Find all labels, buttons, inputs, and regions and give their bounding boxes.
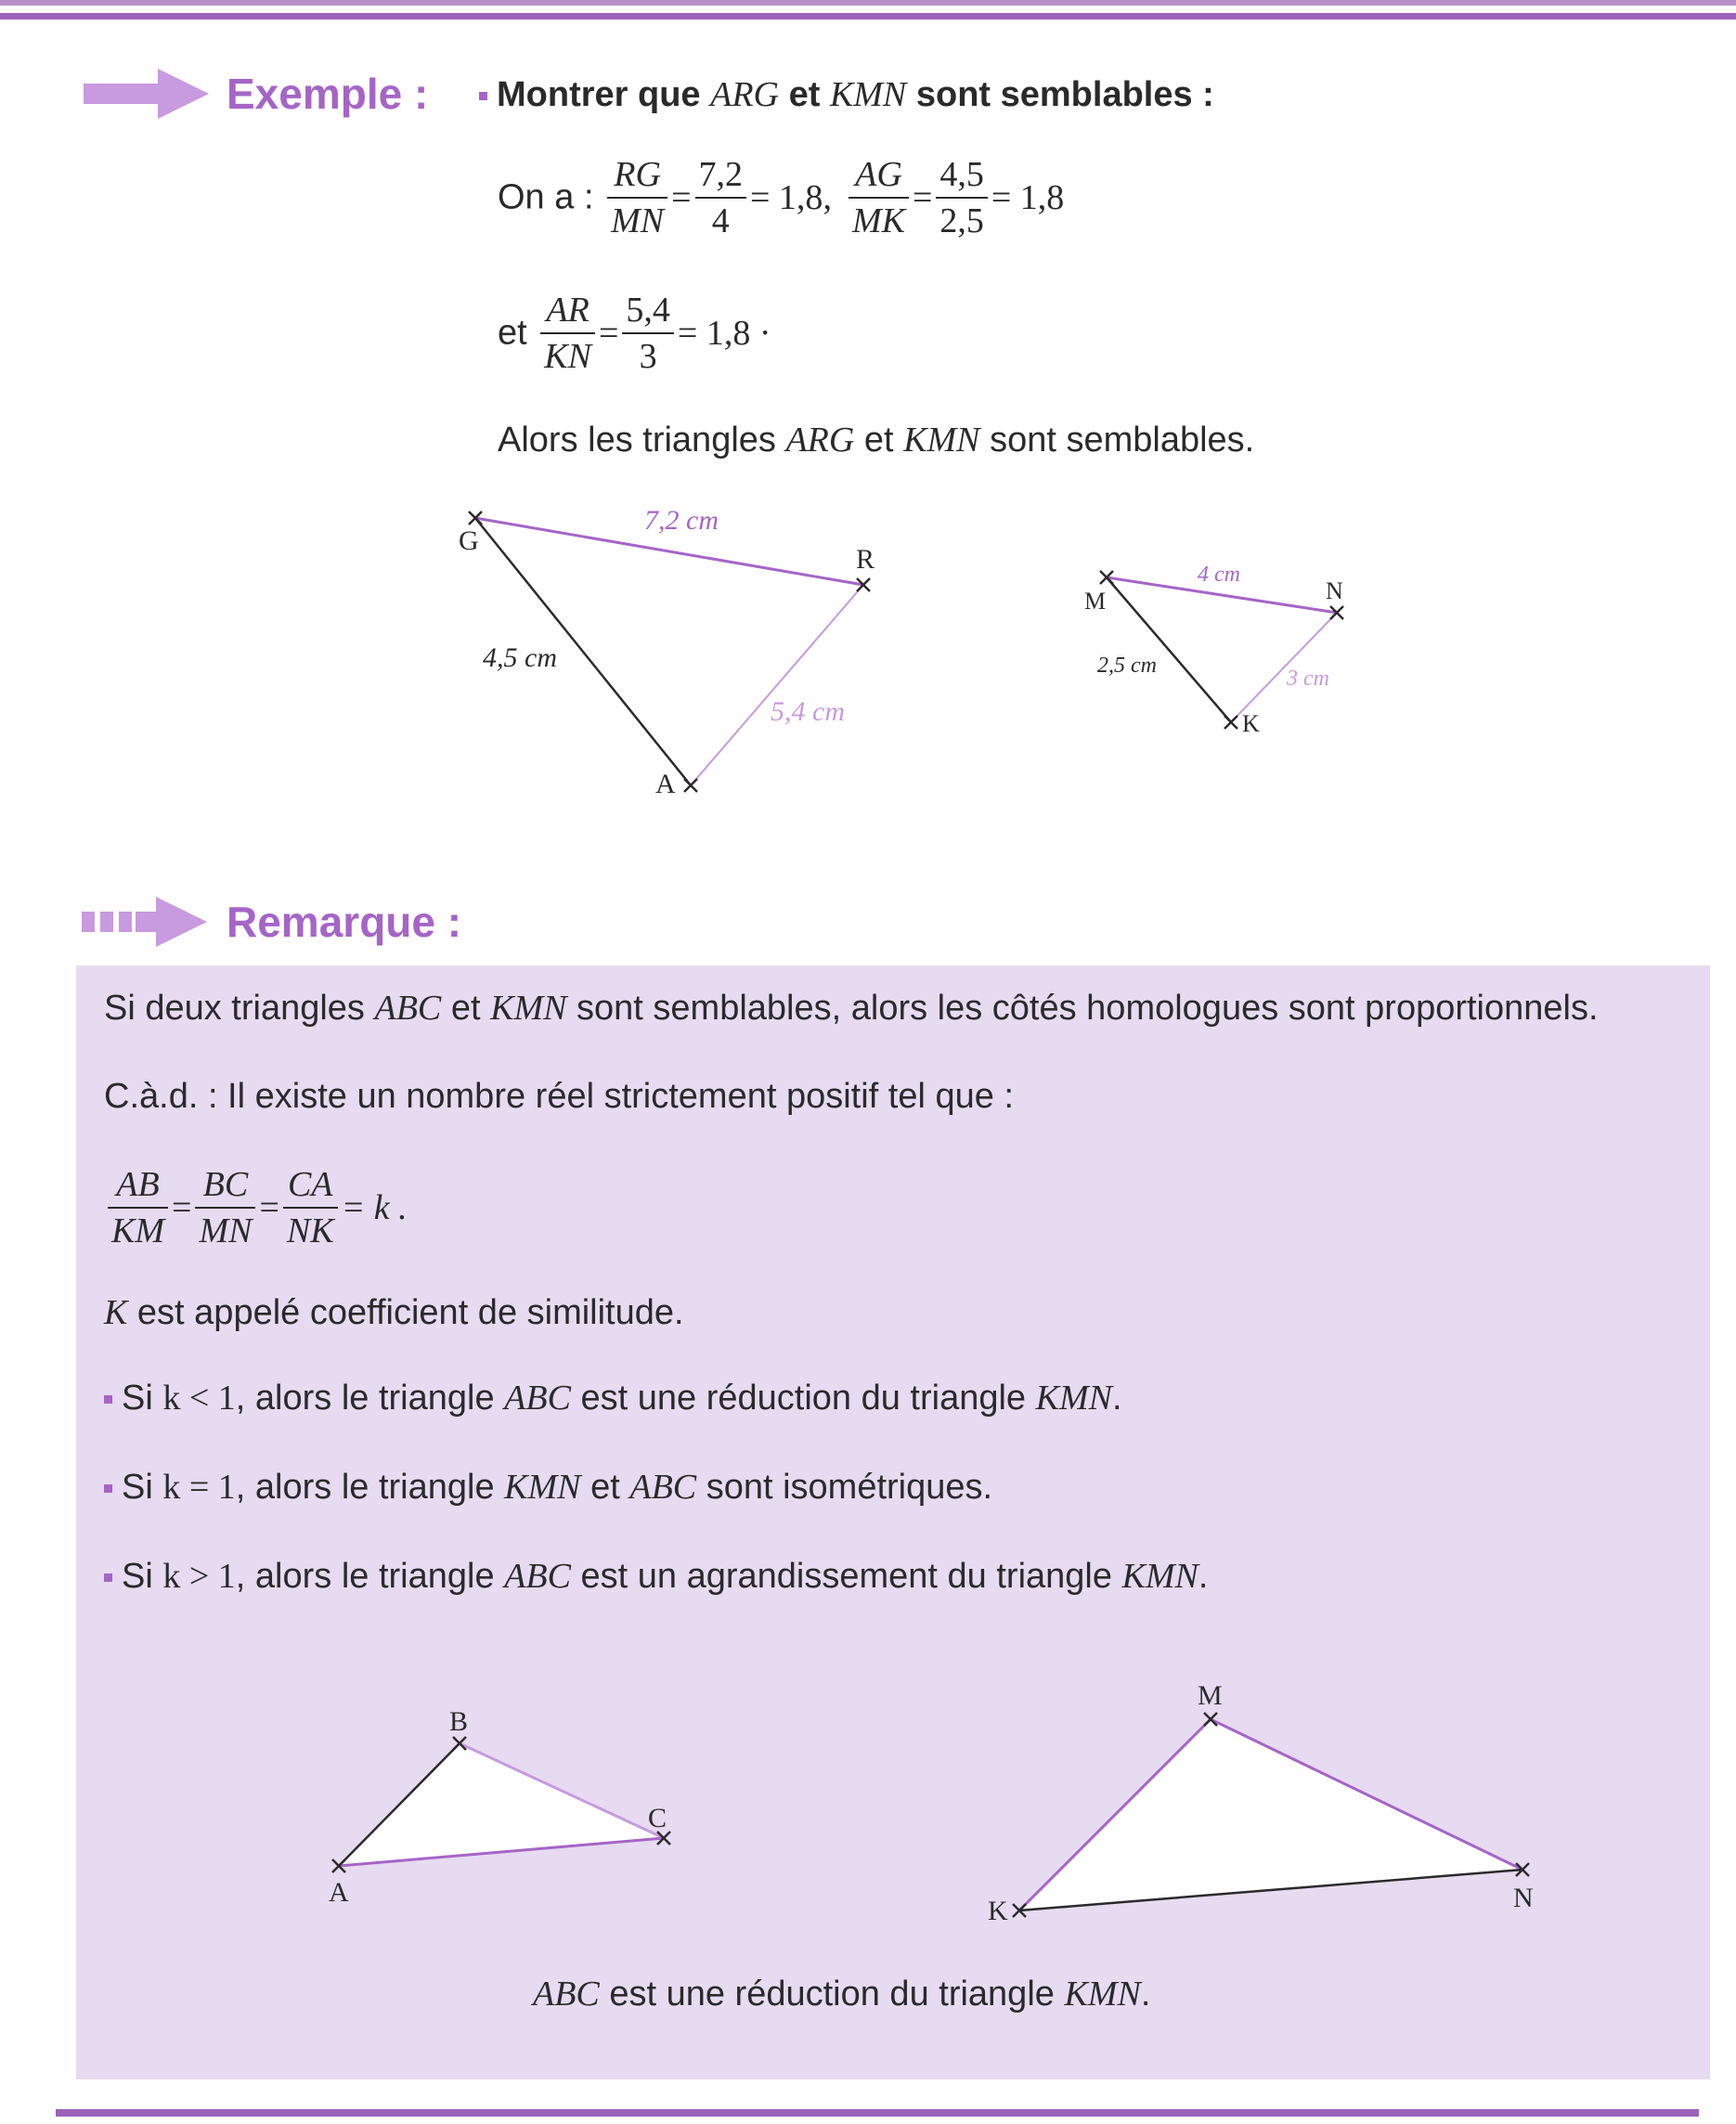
triangle-abc <box>306 1690 696 1912</box>
fraction: $\frac{AG}{MK}$ <box>849 152 909 243</box>
side-label-mn: 4 cm <box>1198 563 1240 587</box>
vertex-label-m: M <box>1198 1680 1223 1711</box>
example-conclusion: Alors les triangles ARG et KMN sont semblables. <box>498 421 1255 460</box>
fraction: $\frac{4,5}{2,5}$ <box>936 152 988 243</box>
vertex-label-c: C <box>648 1803 667 1833</box>
arrow-icon <box>84 69 209 119</box>
bullet-square-icon <box>479 92 487 100</box>
triangle-kmn-small <box>1068 548 1374 752</box>
vertex-label-g: G <box>459 525 479 556</box>
side-label-mk: 2,5 cm <box>1097 654 1157 678</box>
fraction: $\frac{7,2}{4}$ <box>695 152 747 243</box>
remark-paragraph-1: Si deux triangles ABC et KMN sont semblables, alors les côtés homologues sont proportionnels. <box>104 989 1599 1028</box>
top-border-dark <box>0 13 1736 19</box>
triangle-arg <box>436 492 900 808</box>
bullet-square-icon <box>104 1484 112 1493</box>
vertex-label-a: A <box>329 1877 349 1908</box>
vertex-label-m: M <box>1084 588 1107 615</box>
ratio-line-1: On a : $\frac{RG}{MN}$ = $\frac{7,2}{4}$ = 1,8, $\frac{AG}{MK}$ = $\frac{4,5}{2,5}$ = 1,8 <box>498 152 1064 243</box>
vertex-label-b: B <box>449 1706 469 1737</box>
example-title: Montrer que ARG et KMN sont semblables : <box>479 74 1214 115</box>
figure-caption: ABC est une réduction du triangle KMN. <box>533 1975 1151 2014</box>
fraction: $\frac{AB}{KM}$ <box>108 1162 168 1253</box>
fraction: $\frac{5,4}{3}$ <box>622 288 674 379</box>
bullet-item-2: Si k = 1, alors le triangle KMN et ABC sont isométriques. <box>104 1467 992 1508</box>
fraction: $\frac{BC}{MN}$ <box>195 1162 255 1253</box>
fraction: $\frac{RG}{MN}$ <box>607 152 667 243</box>
ratio-line-2: et $\frac{AR}{KN}$ = $\frac{5,4}{3}$ = 1,8 · <box>498 288 771 379</box>
triangle-kmn-large <box>975 1671 1569 1931</box>
side-label-gr: 7,2 cm <box>644 505 719 536</box>
similitude-formula: $\frac{AB}{KM}$ = $\frac{BC}{MN}$ = $\frac{CA}{NK}$ = k . <box>104 1162 408 1253</box>
fraction: $\frac{AR}{KN}$ <box>540 288 595 379</box>
vertex-label-k: K <box>1242 710 1260 737</box>
vertex-label-r: R <box>856 544 875 575</box>
bullet-item-1: Si k < 1, alors le triangle ABC est une réduction du triangle KMN. <box>104 1378 1122 1418</box>
remark-heading: Remarque : <box>227 898 462 946</box>
vertex-label-n: N <box>1326 577 1343 604</box>
vertex-label-k: K <box>988 1896 1008 1926</box>
arrow-icon-dashed <box>82 897 207 947</box>
vertex-label-a: A <box>655 769 676 799</box>
bullet-square-icon <box>104 1395 112 1404</box>
fraction: $\frac{CA}{NK}$ <box>283 1162 338 1253</box>
example-heading: Exemple : <box>227 70 429 118</box>
side-label-ra: 5,4 cm <box>771 696 845 727</box>
side-label-ga: 4,5 cm <box>483 642 557 673</box>
bottom-border <box>56 2109 1699 2117</box>
bullet-square-icon <box>104 1574 112 1582</box>
remark-paragraph-2: C.à.d. : Il existe un nombre réel strictement positif tel que : <box>104 1077 1015 1116</box>
side-label-nk: 3 cm <box>1287 667 1329 691</box>
top-border-light <box>0 0 1736 6</box>
bullet-item-3: Si k > 1, alors le triangle ABC est un agrandissement du triangle KMN. <box>104 1556 1208 1597</box>
vertex-label-n: N <box>1513 1883 1534 1913</box>
remark-paragraph-3: K est appelé coefficient de similitude. <box>104 1293 684 1332</box>
